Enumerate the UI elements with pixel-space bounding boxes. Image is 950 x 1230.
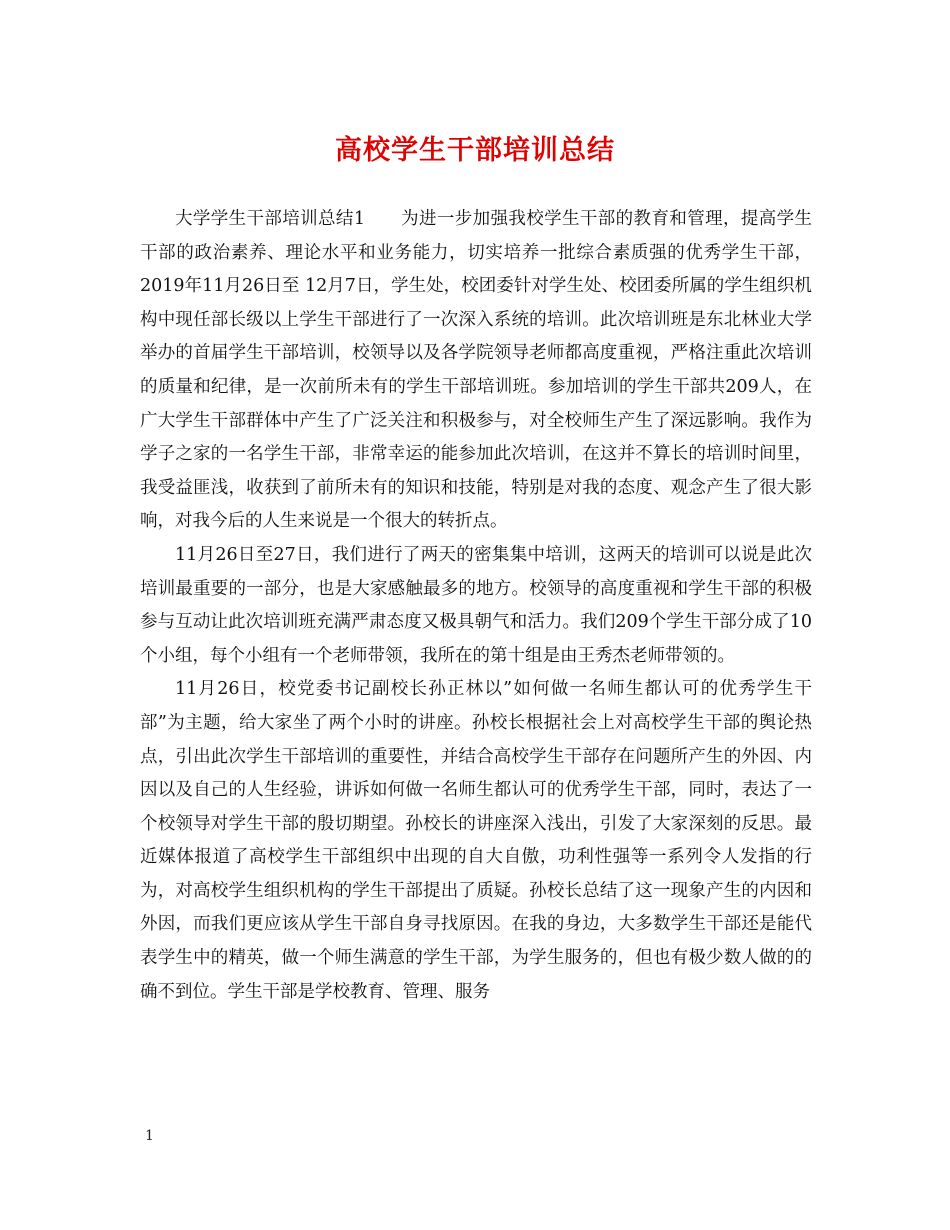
page-number: 1	[145, 1128, 154, 1144]
document-body	[140, 203, 812, 1009]
document-title: 高校学生干部培训总结	[335, 135, 615, 166]
paragraph-1: 大学学生干部培训总结1 为进一步加强我校学生干部的教育和管理，提高学生干部的政治素养、理论水平和业务能力，切实培养一批综合素质强的优秀学生干部，2019年11月26日至 12月7日，学生处，校团委针对学生处、校团委所属的学生组织机构中现任部长级以上学生干部进行了一次深入系统的培训。此次培训班是东北林业大学举办的首届学生干部培训，校领导以及各学院领导老师都高度重视，严格注重此次培训的质量和纪律，是一次前所未有的学生干部培训班。参加培训的学生干部共209人，在广大学生干部群体中产生了广泛关注和积极参与，对全校师生产生了深远影响。我作为学子之家的一名学生干部，非常幸运的能参加此次培训，在这并不算长的培训时间里，我受益匪浅，收获到了前所未有的知识和技能，特别是对我的态度、观念产生了很大影响，对我今后的人生来说是一个很大的转折点。	[140, 209, 812, 532]
paragraph-2: 11月26日至27日，我们进行了两天的密集集中培训，这两天的培训可以说是此次培训最重要的一部分，也是大家感触最多的地方。校领导的高度重视和学生干部的积极参与互动让此次培训班充满严肃态度又极具朝气和活力。我们209个学生干部分成了10个小组，每个小组有一个老师带领，我所在的第十组是由王秀杰老师带领的。	[140, 544, 812, 666]
paragraph-3: 11月26日，校党委书记副校长孙正林以”如何做一名师生都认可的优秀学生干部”为主题，给大家坐了两个小时的讲座。孙校长根据社会上对高校学生干部的舆论热点，引出此次学生干部培训的重要性，并结合高校学生干部存在问题所产生的外因、内因以及自己的人生经验，讲诉如何做一名师生都认可的优秀学生干部，同时，表达了一个校领导对学生干部的殷切期望。孙校长的讲座深入浅出，引发了大家深刻的反思。最近媒体报道了高校学生干部组织中出现的自大自傲，功利性强等一系列令人发指的行为，对高校学生组织机构的学生干部提出了质疑。孙校长总结了这一现象产生的内因和外因，而我们更应该从学生干部自身寻找原因。在我的身边，大多数学生干部还是能代表学生中的精英，做一个师生满意的学生干部，为学生服务的，但也有极少数人做的的确不到位。学生干部是学校教育、管理、服务	[140, 679, 812, 1002]
